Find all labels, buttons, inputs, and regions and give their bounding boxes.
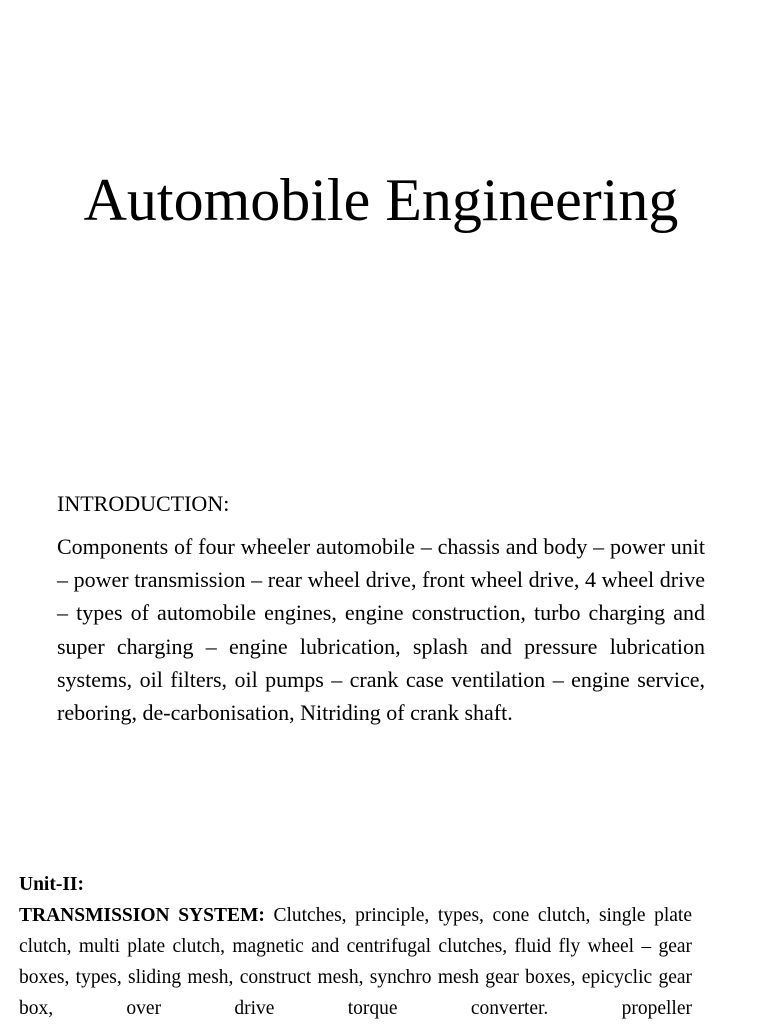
unit-ii-heading: Unit-II: [19, 874, 85, 895]
introduction-paragraph: Components of four wheeler automobile – chassis and body – power unit – power transmission – rear wheel drive, front wheel drive, 4 wheel drive – types of automobile engines, engine construction, turbo charging and super charging – engine lubrication, splash and pressure lubrication systems, oil filters, oil pumps – crank case ventilation – engine service, reboring, de-carbonisation, Nitriding of crank shaft. [57, 534, 705, 726]
transmission-system-text: Clutches, principle, types, cone clutch, single plate clutch, multi plate clutch, magnetic and centrifugal clutches, fluid fly wheel – gear boxes, types, sliding mesh, construct mesh, synchro mesh gear boxes, epicyclic gear box, over drive torque converter. propeller [19, 905, 692, 1019]
transmission-system-label: TRANSMISSION SYSTEM: [19, 905, 265, 926]
introduction-heading: INTRODUCTION: [57, 491, 230, 516]
transmission-system-paragraph [19, 900, 692, 1024]
page-title: Automobile Engineering [83, 167, 679, 233]
